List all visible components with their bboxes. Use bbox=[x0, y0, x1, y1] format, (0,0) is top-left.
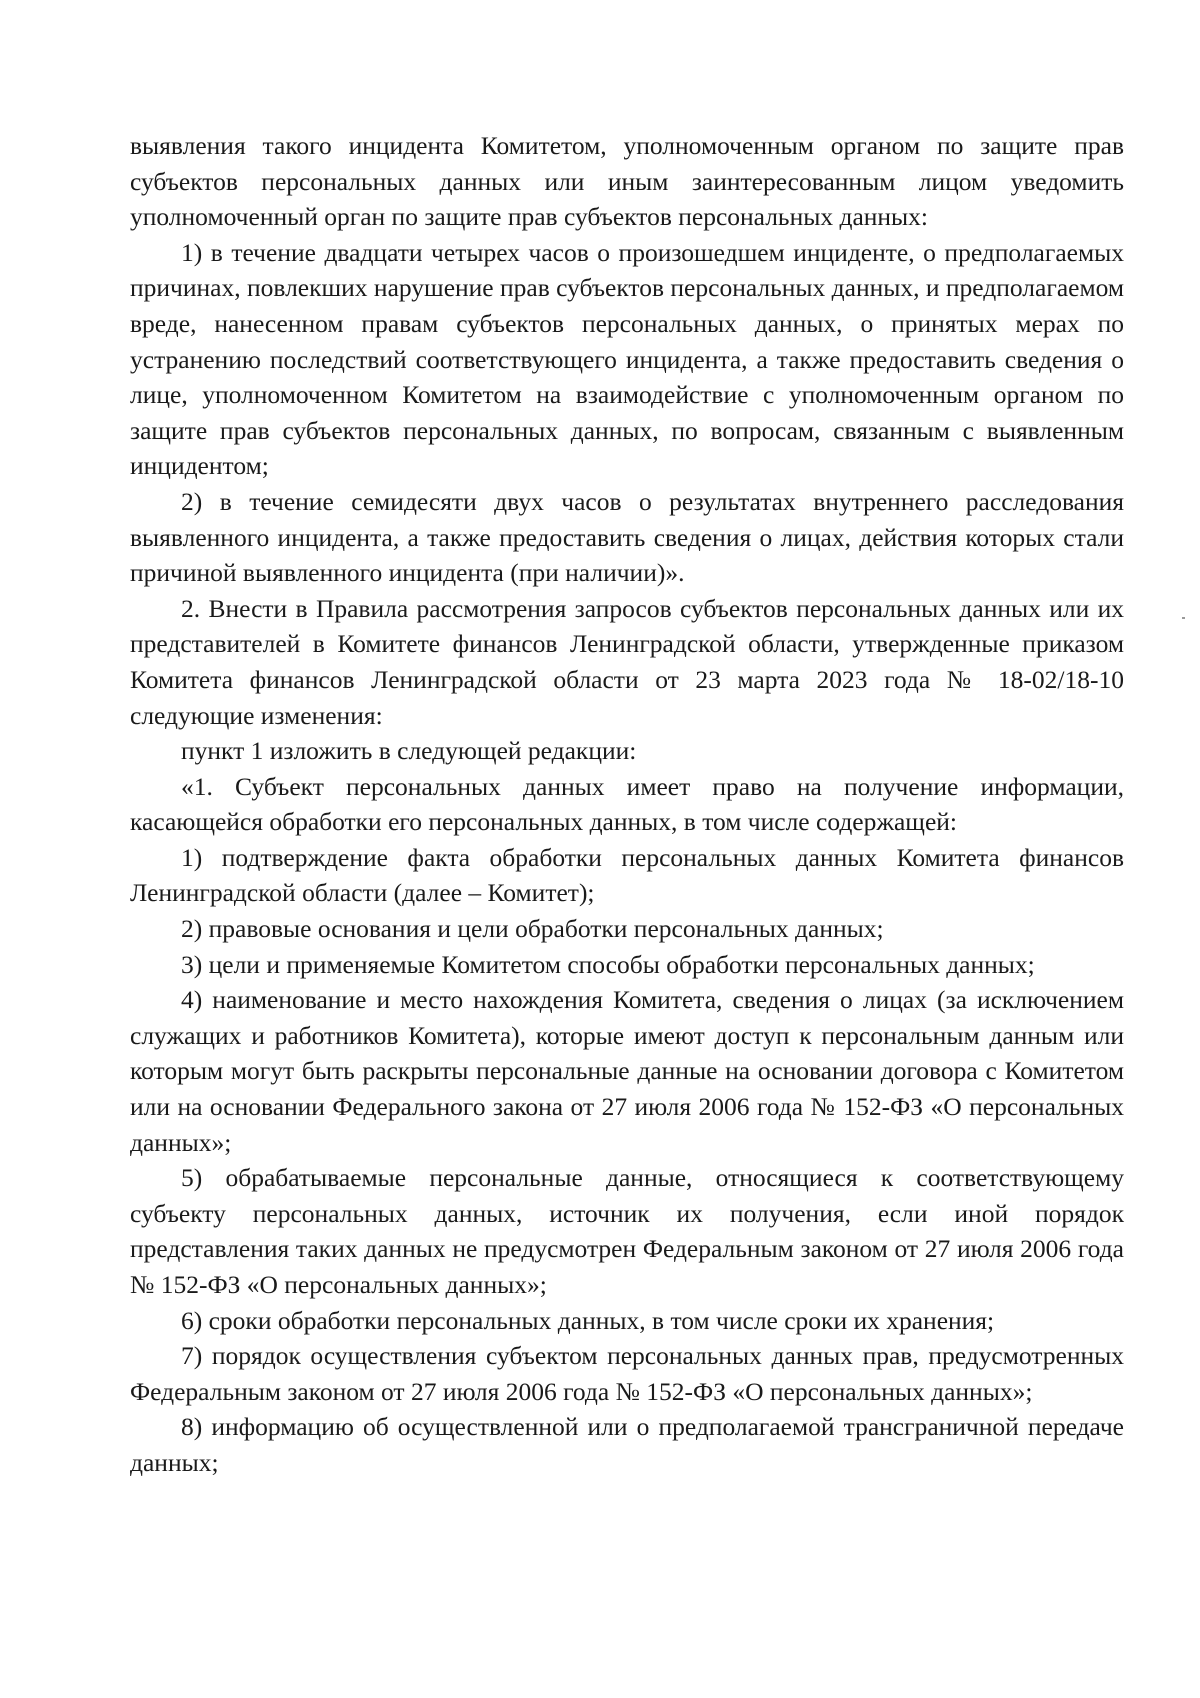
scan-speck bbox=[1182, 617, 1185, 619]
list-item-4: 4) наименование и место нахождения Комитета, сведения о лицах (за исключением служащих и работников Комитета), которые имеют доступ к персональным данным или которым могут быть раскрыты персональные данные на основании договора с Комитетом или на основании Федерального закона от 27 июля 2006 года № 152-ФЗ «О персональных данных»; bbox=[130, 985, 1124, 1157]
list-item-7: 7) порядок осуществления субъектом персональных данных прав, предусмотренных Федеральным законом от 27 июля 2006 года № 152-ФЗ «О персональных данных»; bbox=[130, 1341, 1124, 1406]
document-page bbox=[130, 128, 1124, 1481]
paragraph-clause-2: 2. Внести в Правила рассмотрения запросов субъектов персональных данных или их представителей в Комитете финансов Ленинградской области, утвержденные приказом Комитета финансов Ленинградской области от 23 марта 2023 года № 18-02/18-10 следующие изменения: bbox=[130, 593, 1124, 730]
paragraph-item-1-notification-24h: 1) в течение двадцати четырех часов о произошедшем инциденте, о предполагаемых причинах, повлекших нарушение прав субъектов персональных данных, и предполагаемом вреде, нанесенном правам субъектов персональных данных, о принятых мерах по устранению последствий соответствующего инцидента, а также предоставить сведения о лице, уполномоченном Комитетом на взаимодействие с уполномоченным органом по защите прав субъектов персональных данных, по вопросам, связанным с выявленным инцидентом; bbox=[130, 237, 1124, 481]
list-item-3: 3) цели и применяемые Комитетом способы обработки персональных данных; bbox=[181, 949, 1035, 979]
paragraph-subject-rights: «1. Субъект персональных данных имеет право на получение информации, касающейся обработки его персональных данных, в том числе содержащей: bbox=[130, 771, 1124, 837]
paragraph-item-2-notification-72h: 2) в течение семидесяти двух часов о результатах внутреннего расследования выявленного инцидента, а также предоставить сведения о лицах, действия которых стали причиной выявленного инцидента (при наличии)». bbox=[130, 486, 1124, 588]
list-item-5: 5) обрабатываемые персональные данные, относящиеся к соответствующему субъекту персональных данных, источник их получения, если иной порядок представления таких данных не предусмотрен Федеральным законом от 27 июля 2006 года № 152-ФЗ «О персональных данных»; bbox=[130, 1163, 1124, 1299]
paragraph-amendment-intro: пункт 1 изложить в следующей редакции: bbox=[181, 736, 637, 766]
paragraph-continuation: выявления такого инцидента Комитетом, уполномоченным органом по защите прав субъектов персональных данных или иным заинтересованным лицом уведомить уполномоченный орган по защите прав субъектов персональных данных: bbox=[130, 131, 1124, 232]
list-item-6: 6) сроки обработки персональных данных, в том числе сроки их хранения; bbox=[181, 1305, 995, 1335]
list-item-1: 1) подтверждение факта обработки персональных данных Комитета финансов Ленинградской области (далее – Комитет); bbox=[130, 842, 1124, 908]
list-item-8: 8) информацию об осуществленной или о предполагаемой трансграничной передаче данных; bbox=[130, 1412, 1124, 1477]
list-item-2: 2) правовые основания и цели обработки персональных данных; bbox=[181, 914, 884, 944]
